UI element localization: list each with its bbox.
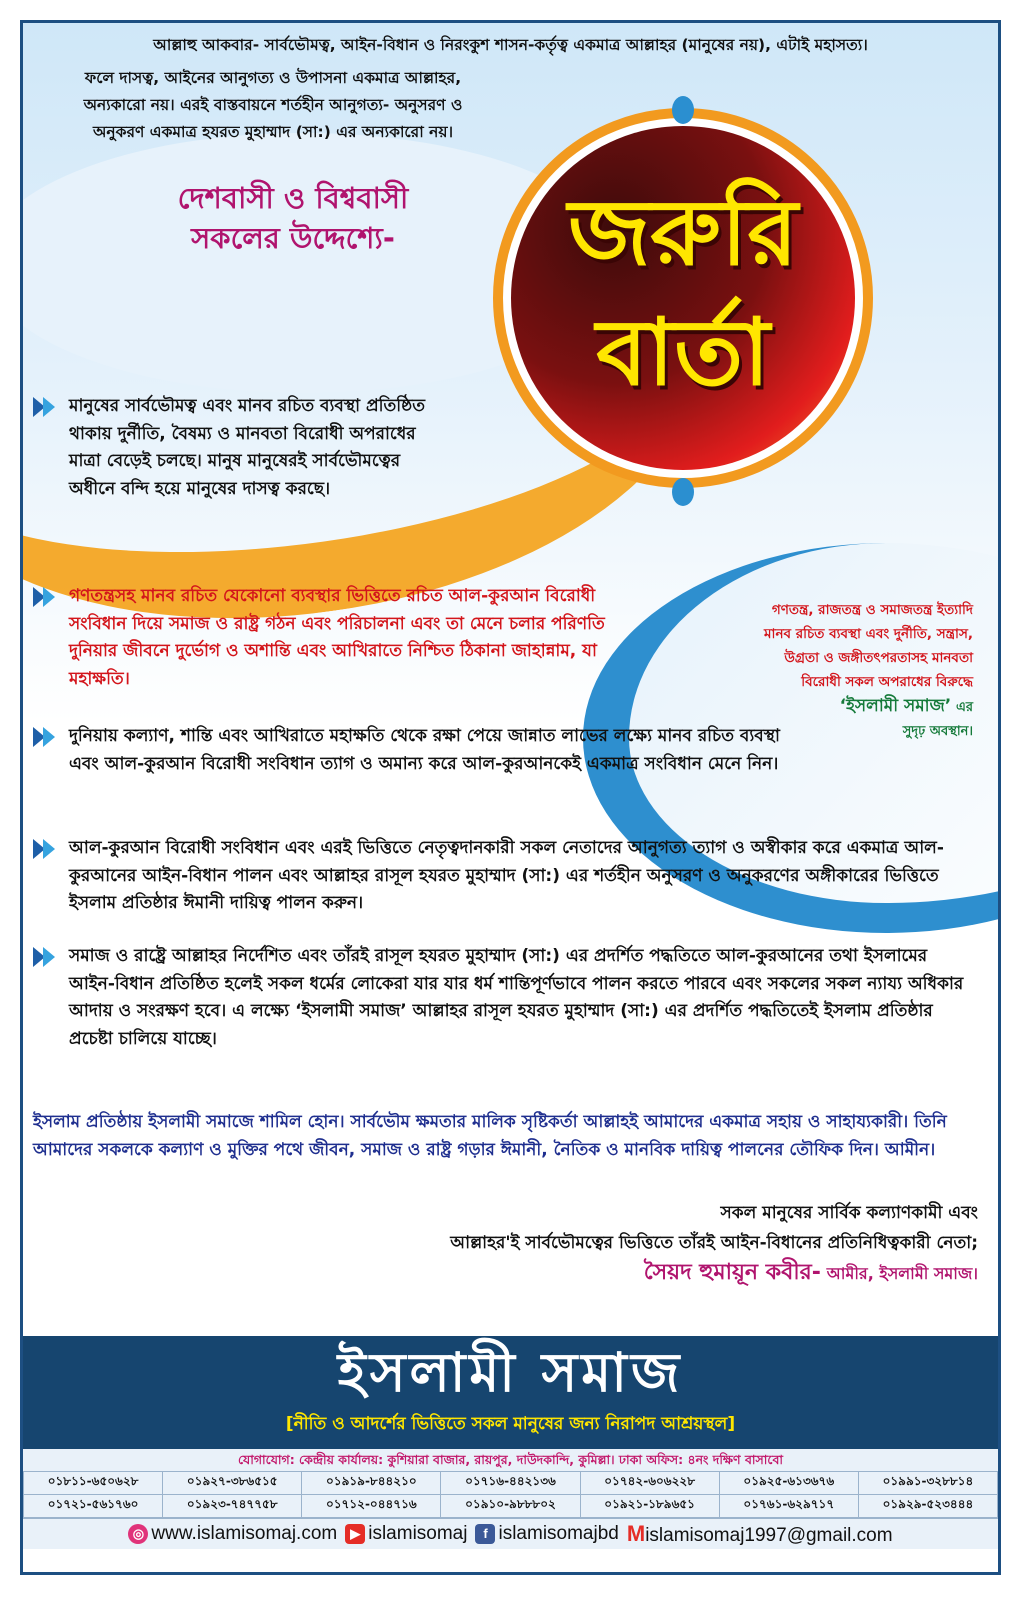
signature-line-2: আল্লাহর'ই সার্বভৌমত্বের ভিত্তিতে তাঁরই আইন-বিধানের প্রতিনিধিত্বকারী নেতা; [450,1233,978,1253]
appeal-paragraph: ইসলাম প্রতিষ্ঠায় ইসলামী সমাজে শামিল হোন। সার্বভৌম ক্ষমতার মালিক সৃষ্টিকর্তা আল্লাহই আমাদের একমাত্র সহায় ও সাহায্যকারী। তিনি আমাদের সকলকে কল্যাণ ও মুক্তির পথে জীবন, সমাজ ও রাষ্ট্র গড়ার ঈমানী, নৈতিক ও মানবিক দায়িত্ব পালনের তৌফিক দিন। আমীন। [33,1112,947,1160]
point-text: দুনিয়ায় কল্যাণ, শান্তি এবং আখিরাতে মহাক্ষতি থেকে রক্ষা পেয়ে জান্নাত লাভের লক্ষ্যে মানব রচিত ব্যবস্থা এবং আল-কুরআন বিরোধী সংবিধান ত্যাগ ও অমান্য করে আল-কুরআনকেই একমাত্র সংবিধান মেনে নিন। [69,726,780,774]
website-link[interactable] [128,1523,337,1545]
website-text: www.islamisomaj.com [151,1523,338,1544]
side-note-line-2: মানব রচিত ব্যবস্থা এবং দুর্নীতি, সন্ত্রাস, [764,626,973,642]
point-text: মানুষের সার্বভৌমত্ব এবং মানব রচিত ব্যবস্থা প্রতিষ্ঠিত থাকায় দুর্নীতি, বৈষম্য ও মানবতা বিরোধী অপরাধের মাত্রা বেড়েই চলছে। মানুষ মানুষেরই সার্বভৌমত্বের অধীনে বন্দি হয়ে মানুষের দাসত্ব করছে। [69,396,425,499]
phone-number: ০১৯২৭-৩৮৬৫১৫ [163,1472,302,1495]
phone-number: ০১৭২১-৫৬১৭৬০ [24,1495,163,1518]
youtube-link[interactable] [345,1523,467,1545]
gmail-icon: M [626,1521,646,1546]
phone-number: ০১৯২৩-৭৪৭৭৫৮ [163,1495,302,1518]
side-note-line-3: উগ্রতা ও জঙ্গীতৎপরতাসহ মানবতা [784,650,973,666]
signature-name: সৈয়দ হুমায়ূন কবীর- [643,1260,821,1285]
double-chevron-icon [33,397,59,417]
point-3 [33,723,973,778]
signature-block [450,1198,978,1289]
headline-line-1: জরুরি [568,179,798,286]
double-chevron-icon [33,727,59,747]
poster [20,20,1001,1575]
phone-table [23,1471,998,1518]
double-chevron-icon [33,839,59,859]
facebook-link[interactable] [475,1523,618,1545]
intro-line-2: ফলে দাসত্ব, আইনের আনুগত্য ও উপাসনা একমাত্র আল্লাহর, [84,69,462,87]
greeting-heading [143,178,443,258]
phone-number: ০১৯২৫-৬১৩৬৭৬ [719,1472,858,1495]
contact-section [23,1449,998,1549]
double-chevron-icon [33,587,59,607]
youtube-text: islamisomaj [368,1523,468,1544]
phone-number: ০১৯১০-৯৮৮৮০২ [441,1495,580,1518]
phone-number: ০১৭১৬-৪৪২১৩৬ [441,1472,580,1495]
phone-number: ০১৭৬১-৬২৯৭১৭ [719,1495,858,1518]
phone-row-2 [24,1495,998,1518]
point-text: আল-কুরআন বিরোধী সংবিধান এবং এরই ভিত্তিতে নেতৃত্বদানকারী সকল নেতাদের আনুগত্য ত্যাগ ও অস্বীকার করে একমাত্র আল-কুরআনের আইন-বিধান পালন এবং আল্লাহর রাসূল হযরত মুহাম্মাদ (সা:) এর শর্তহীন অনুসরণ ও অনুকরণের অঙ্গীকারের ভিত্তিতে ইসলাম প্রতিষ্ঠার ঈমানী দায়িত্ব পালন করুন। [69,838,944,913]
side-note-last: সুদৃঢ় অবস্থান। [902,724,973,739]
signature-role: আমীর, ইসলামী সমাজ। [826,1264,978,1283]
globe-icon: ◎ [128,1524,148,1544]
address: যোগাযোগ: কেন্দ্রীয় কার্যালয়: কুশিয়ারা বাজার, রায়পুর, দাউদকান্দি, কুমিল্লা। ঢাকা অফিস: ৪নং দক্ষিণ বাসাবো [237,1452,784,1467]
intro-line-1: আল্লাহু আকবার- সার্বভৌমত্ব, আইন-বিধান ও নিরংকুশ শাসন-কর্তৃত্ব একমাত্র আল্লাহর (মানুষের নয়), এটাই মহাসত্য। [153,36,868,54]
org-banner [23,1336,998,1449]
phone-number: ০১৯৯১-৩২৮৮১৪ [858,1472,997,1495]
phone-row-1 [24,1472,998,1495]
youtube-icon: ▶ [345,1524,365,1544]
facebook-icon: f [475,1524,495,1544]
phone-number: ০১৮১১-৬৫০৬২৮ [24,1472,163,1495]
headline [511,173,855,413]
bottom-dot-icon [672,478,694,506]
side-note-line-1: গণতন্ত্র, রাজতন্ত্র ও সমাজতন্ত্র ইত্যাদি [771,602,973,618]
point-text: সমাজ ও রাষ্ট্রে আল্লাহর নির্দেশিত এবং তাঁরই রাসূল হযরত মুহাম্মাদ (সা:) এর প্রদর্শিত পদ্ধতিতে আল-কুরআনের তথা ইসলামের আইন-বিধান প্রতিষ্ঠিত হলেই সকল ধর্মের লোকেরা যার যার ধর্ম শান্তিপূর্ণভাবে পালন করতে পারবে এবং সকলের সকল ন্যায্য অধিকার আদায় ও সংরক্ষণ হবে। এ লক্ষ্যে ‘ইসলামী সমাজ’ আল্লাহর রাসূল হযরত মুহাম্মাদ (সা:) এর প্রদর্শিত পদ্ধতিতেই ইসলাম প্রতিষ্ঠার প্রচেষ্টা চালিয়ে যাচ্ছে। [69,946,964,1049]
org-tagline: [নীতি ও আদর্শের ভিত্তিতে সকল মানুষের জন্য নিরাপদ আশ্রয়স্থল] [285,1414,736,1434]
phone-number: ০১৭১২-০৪৪৭১৬ [302,1495,441,1518]
social-links [23,1518,998,1549]
side-note-org: ‘ইসলামী সমাজ’ [839,696,952,716]
facebook-text: islamisomajbd [498,1523,619,1544]
top-dot-icon [672,96,694,124]
email-text: islamisomaj1997@gmail.com [645,1525,893,1546]
double-chevron-icon [33,947,59,967]
phone-number: ০১৯২৯-৫২৩৪৪৪ [858,1495,997,1518]
intro-paragraph [23,65,523,146]
phone-number: ০১৭৪২-৬০৬২২৮ [580,1472,719,1495]
intro-line-3: অন্যকারো নয়। এরই বাস্তবায়নে শর্তহীন আনুগত্য- অনুসরণ ও [83,96,463,114]
point-4 [33,835,973,918]
phone-number: ০১৯১৯-৮৪৪২১০ [302,1472,441,1495]
headline-line-2: বার্তা [596,299,770,406]
point-2 [33,583,633,693]
phone-number: ০১৯২১-১৮৯৬৫১ [580,1495,719,1518]
point-text: গণতন্ত্রসহ মানব রচিত যেকোনো ব্যবস্থার ভিত্তিতে রচিত আল-কুরআন বিরোধী সংবিধান দিয়ে সমাজ ও রাষ্ট্র গঠন এবং পরিচালনা এবং তা মেনে চলার পরিণতি দুনিয়ার জীবনে দুর্ভোগ ও অশান্তি এবং আখিরাতে নিশ্চিত ঠিকানা জাহান্নাম, যা মহাক্ষতি। [69,586,605,689]
email-link[interactable] [627,1521,893,1547]
signature-line-1: সকল মানুষের সার্বিক কল্যাণকামী এবং [720,1203,978,1223]
greeting-line-2: সকলের উদ্দেশ্যে- [191,221,395,255]
point-1 [33,393,443,503]
intro-line-4: অনুকরণ একমাত্র হযরত মুহাম্মাদ (সা:) এর অন্যকারো নয়। [92,123,454,141]
side-note-suffix: এর [955,700,973,715]
point-5 [33,943,973,1053]
side-note-line-4: বিরোধী সকল অপরাধের বিরুদ্ধে [801,674,973,690]
greeting-line-1: দেশবাসী ও বিশ্ববাসী [177,181,409,215]
intro-section [23,33,998,146]
org-name: ইসলামী সমাজ [337,1341,684,1404]
